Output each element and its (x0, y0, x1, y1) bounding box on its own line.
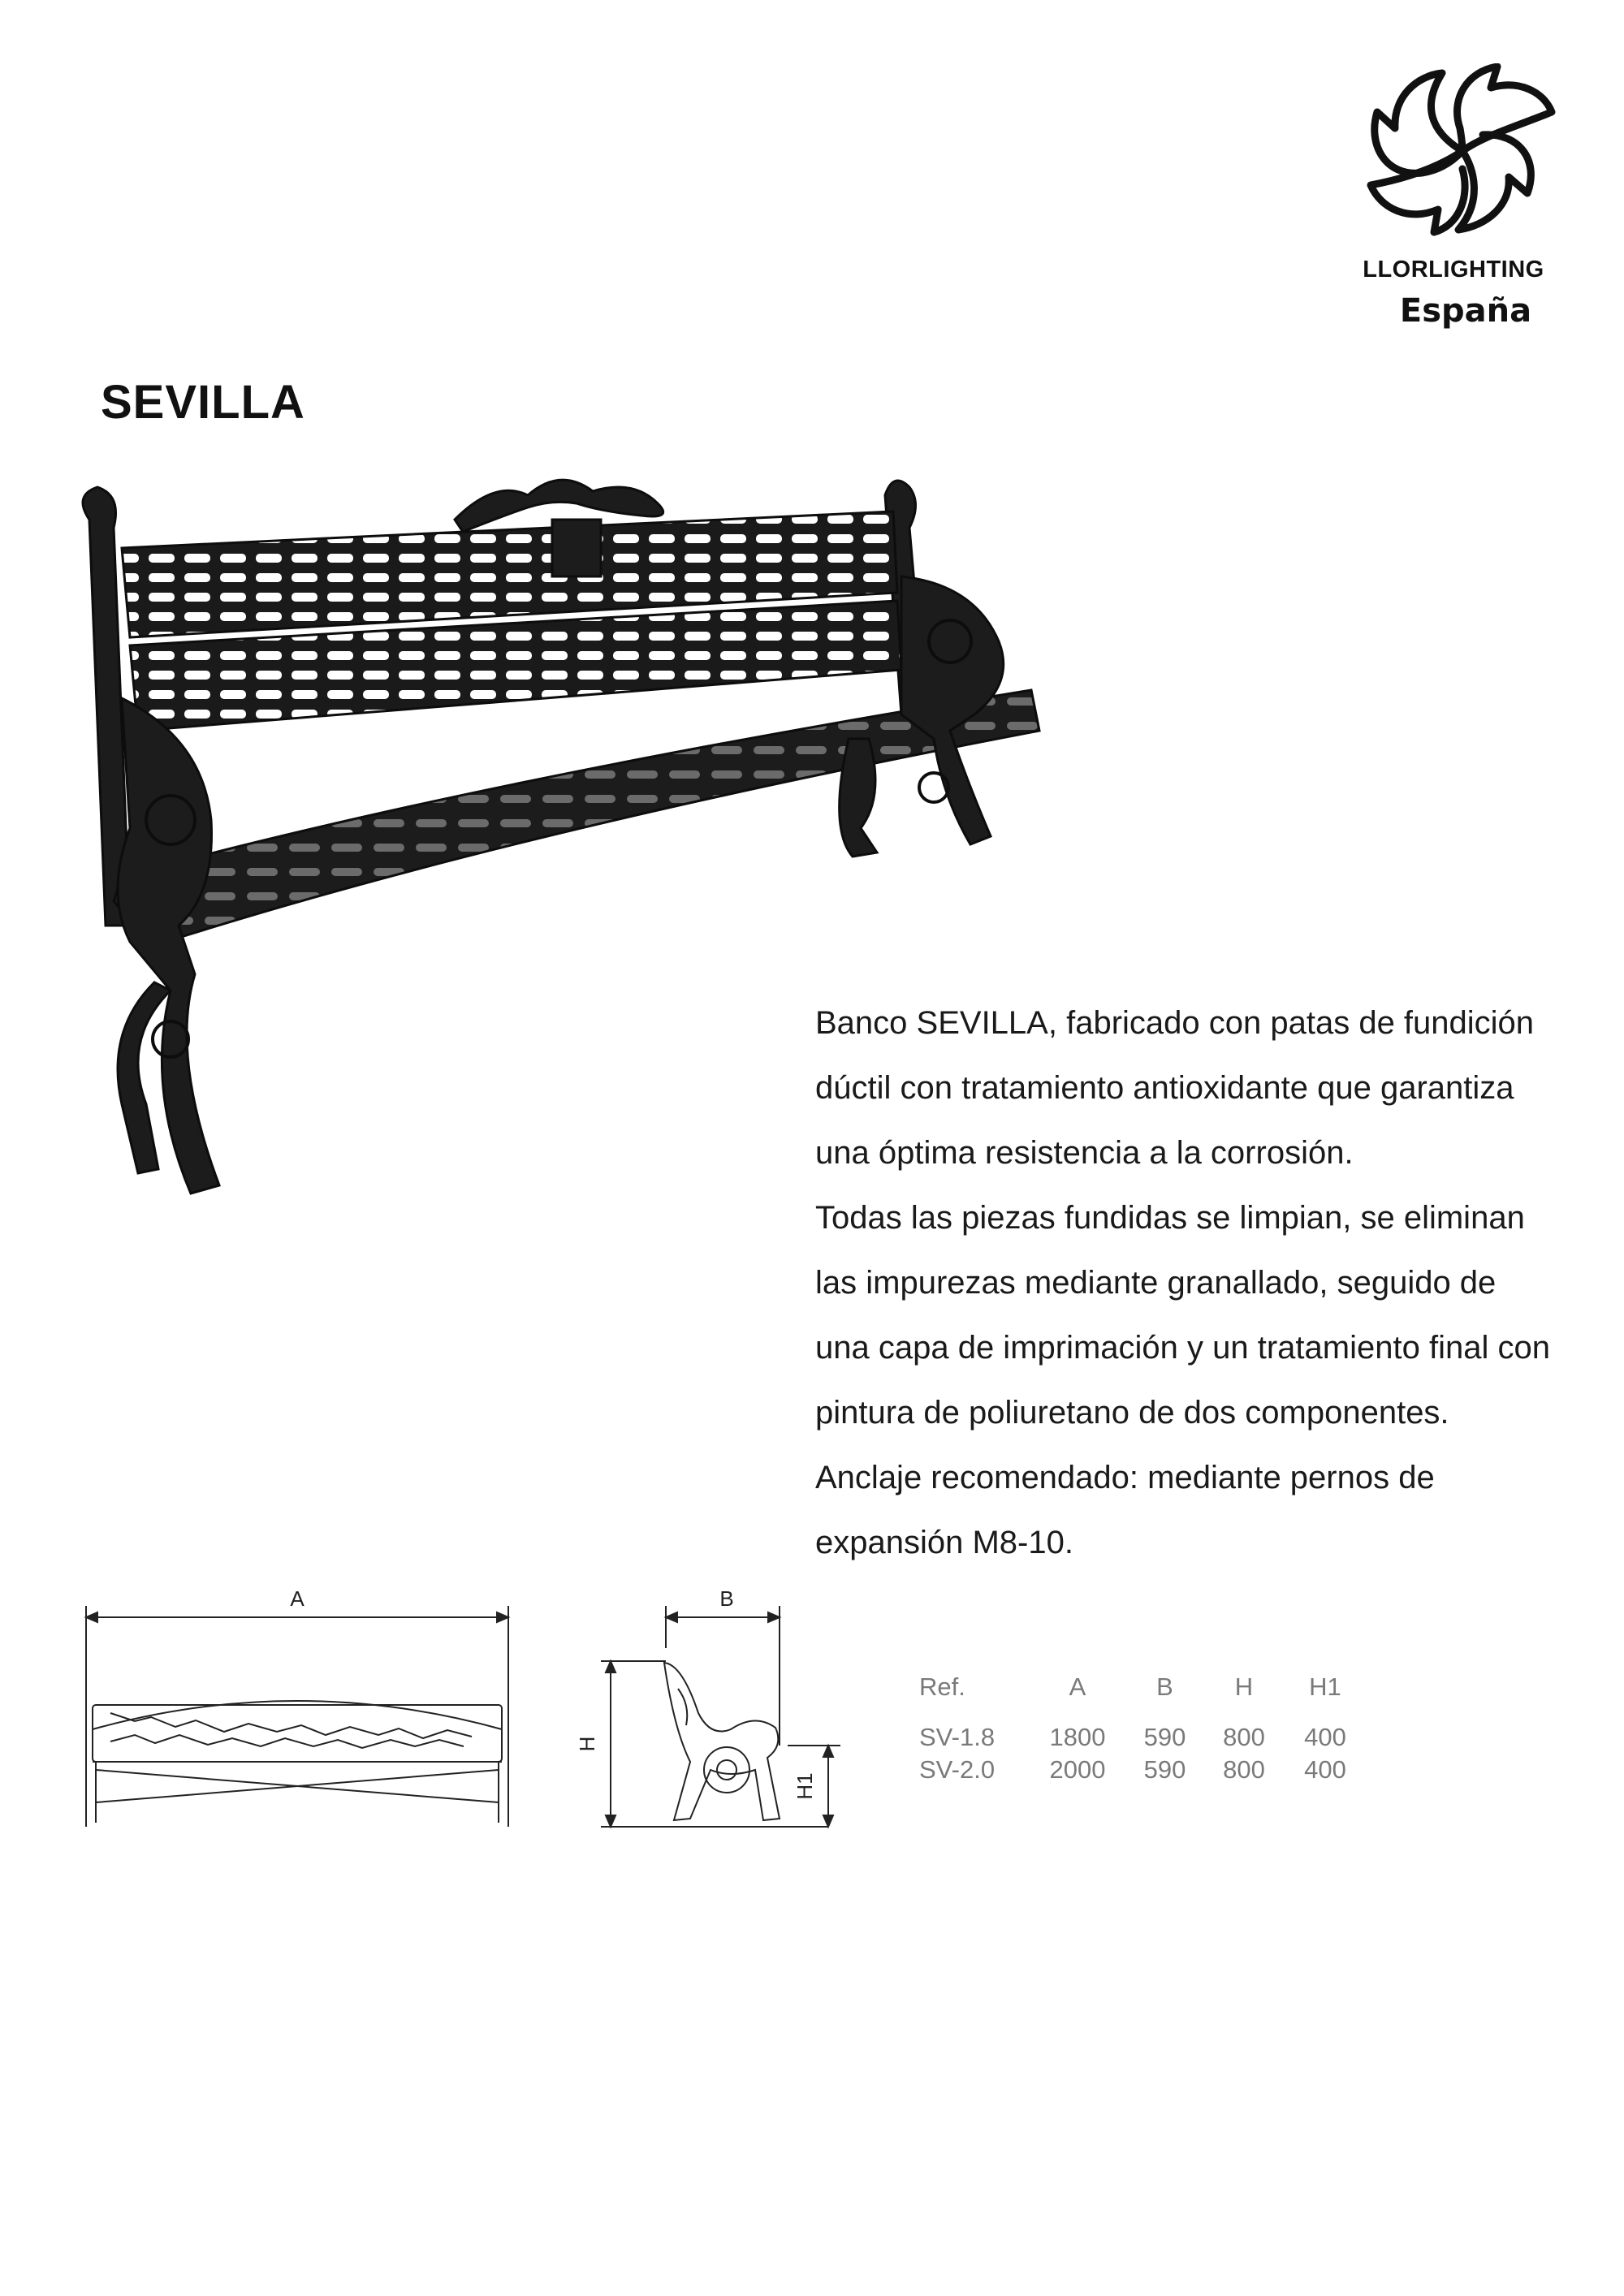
cell-a: 1800 (1049, 1723, 1106, 1751)
description-line: una óptima resistencia a la corrosión. (815, 1135, 1354, 1171)
cell-h1: 400 (1304, 1755, 1346, 1784)
header-ref: Ref. (919, 1672, 965, 1701)
description-line: expansión M8-10. (815, 1525, 1073, 1560)
header-b: B (1156, 1672, 1173, 1701)
cell-ref: SV-1.8 (919, 1723, 996, 1751)
header-h: H (1234, 1672, 1254, 1701)
cell-b: 590 (1143, 1755, 1186, 1784)
product-title: SEVILLA (101, 376, 305, 429)
cell-a: 2000 (1049, 1755, 1106, 1784)
description-line: pintura de poliuretano de dos componentes. (815, 1395, 1449, 1431)
dimension-label-h1: H1 (793, 1772, 817, 1800)
dimension-label-a: A (290, 1586, 304, 1611)
side-view-drawing (568, 1583, 844, 1835)
description-line: una capa de imprimación y un tratamiento final con (815, 1330, 1550, 1366)
spec-table (901, 1672, 1366, 1786)
description-line: Todas las piezas fundidas se limpian, se eliminan (815, 1200, 1525, 1236)
description-line: dúctil con tratamiento antioxidante que garantiza (815, 1070, 1514, 1106)
cell-h: 800 (1223, 1755, 1265, 1784)
pinwheel-logo-icon (1361, 63, 1564, 238)
brand-name: LLORLIGHTING (1363, 257, 1544, 283)
cell-h1: 400 (1304, 1723, 1346, 1751)
description-line: Anclaje recomendado: mediante pernos de (815, 1460, 1435, 1495)
table-row (901, 1721, 1366, 1754)
dimension-label-h: H (575, 1736, 599, 1752)
header-h1: H1 (1309, 1672, 1341, 1701)
product-description (815, 990, 1595, 1575)
cell-h: 800 (1223, 1723, 1265, 1751)
table-row (901, 1754, 1366, 1786)
header-a: A (1069, 1672, 1086, 1701)
brand-country: España (1399, 292, 1532, 330)
dimension-label-b: B (719, 1586, 734, 1611)
description-line: las impurezas mediante granallado, seguido de (815, 1265, 1497, 1301)
cell-b: 590 (1143, 1723, 1186, 1751)
cell-ref: SV-2.0 (919, 1755, 996, 1784)
front-view-drawing (78, 1583, 533, 1835)
description-line: Banco SEVILLA, fabricado con patas de fundición (815, 1005, 1535, 1041)
table-header-row (901, 1672, 1366, 1721)
